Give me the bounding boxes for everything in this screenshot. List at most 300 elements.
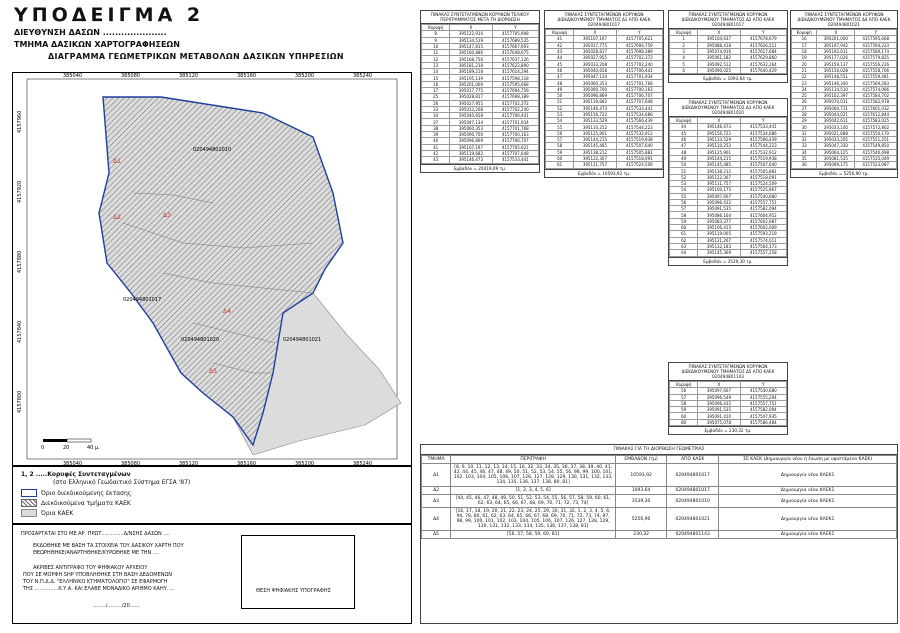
table-cell: 4157579,825	[855, 55, 897, 61]
column-header: ΑΠΟ ΚΑΕΚ	[667, 456, 719, 464]
table-cell: 4157505,881	[740, 168, 786, 174]
table-cell: 395160,886	[450, 50, 492, 56]
table-cell: 4157519,938	[616, 137, 662, 143]
table-cell: 395110,252	[574, 124, 616, 130]
table-cell: 4157705,621	[616, 36, 662, 42]
department-line: ΤΜΗΜΑ ΔΑΣΙΚΩΝ ΧΑΡΤΟΓΡΑΦΗΣΕΩΝ	[14, 40, 180, 49]
table-cell: 33	[422, 106, 450, 112]
table-cell: 34	[792, 149, 817, 155]
table-cell: 395156,028	[817, 67, 855, 73]
table-cell: 50	[546, 92, 574, 98]
scale-label: 20	[63, 445, 70, 451]
table-cell: 395125,901	[698, 149, 740, 155]
table-cell: 395122,910	[450, 31, 492, 37]
certification-box	[12, 524, 412, 624]
legend-vertices: 1, 2 .....Κορυφές Συντεταγμένων	[21, 471, 131, 478]
table-cell: 4157706,707	[616, 92, 662, 98]
kaek-label: 020494801020	[181, 337, 220, 343]
column-header: Κορυφή	[546, 30, 574, 36]
table-cell: 25	[792, 92, 817, 98]
hatch-swatch	[21, 499, 37, 507]
table-cell: 4157582,094	[740, 206, 786, 212]
table-cell: 395146,473	[698, 124, 740, 130]
table-cell: 4157601,032	[855, 105, 897, 111]
y-tick-label: 4157840	[17, 320, 23, 343]
x-tick-label: 385040	[63, 73, 83, 79]
table-cell: 24	[792, 86, 817, 92]
table-cell: 395125,901	[574, 130, 616, 136]
table-cell: 4157637,126	[492, 56, 538, 62]
table-cell: 395047,330	[817, 143, 855, 149]
table-cell: 395201,000	[450, 81, 492, 87]
table-cell: 51	[670, 168, 698, 174]
summary-cell: 020494801010	[667, 495, 719, 508]
table-cell: 395159,137	[817, 61, 855, 67]
table-cell: 35	[792, 155, 817, 161]
table-cell: 395138,212	[574, 149, 616, 155]
table-cell: 26	[422, 100, 450, 106]
table-cell: 18	[792, 48, 817, 54]
map-frame	[12, 72, 412, 466]
x-tick-label: 385160	[237, 73, 257, 79]
table-cell: 4157556,226	[855, 61, 897, 67]
table-cell: 395033,140	[817, 124, 855, 130]
table-cell: 61	[546, 162, 574, 168]
kaek-label: 020494801017	[123, 297, 162, 303]
column-header: X	[450, 25, 492, 31]
correction-summary-table	[420, 444, 898, 624]
table-cell: 4157569,283	[855, 80, 897, 86]
table-cell: 62	[670, 237, 698, 243]
table-cell: 4157702,240	[492, 106, 538, 112]
summary-cell: Δ2	[422, 487, 451, 495]
table-cell: 4157582,094	[740, 407, 786, 413]
table-cell: 4157524,509	[740, 180, 786, 186]
table-cell: 19	[792, 55, 817, 61]
table-title: ΠΙΝΑΚΑΣ ΣΥΝΤΕΤΑΓΜΕΝΩΝ ΚΟΡΥΦΩΝ ΔΙΕΚΔΙΚΟΥΜΕΝΟΥ ΤΜΗΜΑΤΟΣ Δ1 ΑΠΟ ΚΑΕΚ 020494801017	[545, 11, 663, 29]
stamp-line: ......../........./20......	[93, 603, 140, 609]
column-header: ΣΕ ΚΑΕΚ (Δημιουργία νέου ή ένωση με υφιστάμενο ΚΑΕΚ)	[719, 456, 897, 464]
table-cell: 395044,021	[817, 111, 855, 117]
stamp-line: ΠΡΟΣΑΡΤΑΤΑΙ ΣΤΟ ΜΕ ΑΡ. ΠΡΩΤ..............Δ/ΝΣΗΣ ΔΑΣΩΝ ....	[21, 531, 170, 537]
table-cell: 395042,611	[817, 118, 855, 124]
column-header: Κορυφή	[422, 25, 450, 31]
table-cell: 51	[546, 99, 574, 105]
stamp-line: ΕΚΔΟΘΗΚΕ ΜΕ ΒΑΣΗ ΤΑ ΣΤΟΙΧΕΙΑ ΤΟΥ ΔΑΣΙΚΟΥ ΧΑΡΤΗ ΠΟΥ	[33, 543, 184, 549]
table-cell: 395146,473	[450, 157, 492, 163]
table-cell: 16	[792, 36, 817, 42]
stamp-line: ΠΟΥ ΣΕ ΜΟΡΦΗ SHP ΥΠΟΒΛΗΘΗΚΕ ΣΤΗ ΒΑΣΗ ΔΕΔΟΜΕΝΩΝ	[23, 572, 173, 578]
table-cell: 4157648,675	[492, 50, 538, 56]
coords-table-d4	[790, 10, 898, 178]
table-cell: 27	[792, 105, 817, 111]
table-cell: 17	[792, 42, 817, 48]
table-cell: 53	[670, 180, 698, 186]
table-row	[422, 157, 539, 163]
table-cell: 395195,139	[450, 75, 492, 81]
table-cell: 395096,549	[698, 394, 740, 400]
table-cell: 4157550,170	[855, 130, 897, 136]
scale-label: 40 μ.	[87, 445, 100, 451]
table-cell: 47	[546, 74, 574, 80]
table-cell: 395122,307	[574, 155, 616, 161]
table-cell: 43	[422, 157, 450, 163]
parcel-label: Δ1	[113, 158, 121, 165]
table-cell: 49	[670, 155, 698, 161]
table-cell: 4157702,372	[492, 100, 538, 106]
table-cell: 395138,212	[698, 168, 740, 174]
table-cell: 28	[792, 111, 817, 117]
summary-cell: [16, 17, 18, 19, 20, 21, 22, 23, 24, 25, 29, 30, 31, 32, 1, 2, 3, 4, 5, 6, 94, 78, 80, 61, 62, 63, 64, 65, 66, 67, 68, 69, 70, 71, 72, 73, 74, 97, 98, 99, 100, 101, 102, 103, 104, 105, 106, 107, 126, 127, 128, 129, 130, 131, 132, 133, 134, 135, 136, 137, 138, 81]	[451, 508, 616, 531]
table-cell: 58	[546, 143, 574, 149]
table-cell: 4157598,118	[492, 75, 538, 81]
x-tick-label: 385200	[295, 461, 315, 465]
table-cell: 395028,817	[450, 94, 492, 100]
table-cell: 44	[546, 55, 574, 61]
table-cell: 38	[422, 125, 450, 131]
column-header: X	[817, 30, 855, 36]
table-cell: 59	[670, 218, 698, 224]
table-cell: 15	[422, 75, 450, 81]
directorate-line: ΔΙΕΥΘΥΝΣΗ ΔΑΣΩΝ .....................	[14, 28, 167, 37]
summary-row	[422, 495, 897, 508]
table-cell: 4157602,009	[740, 225, 786, 231]
legend-label: Διεκδικούμενα τμήματα ΚΑΕΚ	[41, 499, 131, 507]
column-header: Κορυφή	[792, 30, 817, 36]
column-header: X	[698, 30, 740, 36]
summary-cell: [8, 9, 10, 11, 12, 13, 14, 15, 16, 32, 33, 34, 35, 36, 37, 38, 39, 40, 41, 42, 44, 45, 46, 47, 48, 49, 50, 51, 52, 53, 54, 55, 56, 98, 99, 100, 101, 102, 103, 104, 105, 106, 107, 126, 127, 128, 129, 130, 131, 132, 133, 134, 135, 136, 137, 138, 80, 81]	[451, 464, 616, 487]
coords-table-d1	[544, 10, 664, 178]
table-cell: 45	[546, 61, 574, 67]
table-title: ΠΙΝΑΚΑΣ ΣΥΝΤΕΤΑΓΜΕΝΩΝ ΚΟΡΥΦΩΝ ΔΙΕΚΔΙΚΟΥΜΕΝΟΥ ΤΜΗΜΑΤΟΣ Δ3 ΑΠΟ ΚΑΕΚ 020494801010	[669, 99, 787, 117]
table-cell: 49	[546, 86, 574, 92]
summary-cell: Δ1	[422, 464, 451, 487]
table-cell: 395106,413	[698, 225, 740, 231]
summary-cell: Δημιουργία νέου ΚΑΕΚ1	[719, 487, 897, 495]
table-cell: 395096,869	[574, 92, 616, 98]
table-cell: 395110,252	[698, 143, 740, 149]
table-cell: 395132,183	[698, 243, 740, 249]
table-cell: 395060,711	[817, 105, 855, 111]
table-cell: 395107,197	[574, 36, 616, 42]
table-cell: 4157701,768	[492, 125, 538, 131]
table-cell: 4157557,751	[740, 199, 786, 205]
table-cell: 64	[670, 250, 698, 256]
area-total: Εμβαδόν = 230,32 τμ.	[669, 426, 787, 434]
table-cell: 395096,432	[698, 199, 740, 205]
table-cell: 395146,340	[817, 80, 855, 86]
table-cell: 4157594,223	[855, 42, 897, 48]
table-cell: 395144,215	[574, 137, 616, 143]
area-total: Εμβαδόν = 5256,90 τμ.	[791, 169, 897, 177]
table-cell: 395091,535	[698, 206, 740, 212]
table-cell: 4157701,768	[616, 80, 662, 86]
table-row	[670, 250, 787, 256]
table-cell: 395146,473	[574, 105, 616, 111]
table-cell: 395148,551	[817, 74, 855, 80]
table-cell: 37	[422, 119, 450, 125]
table-cell: 4157557,258	[740, 250, 786, 256]
kaek-label: 020494801021	[283, 337, 322, 343]
area-total: Εμβαδόν = 1093,64 τμ.	[669, 74, 787, 82]
summary-cell: Δημιουργία νέου ΚΑΕΚ1	[719, 495, 897, 508]
column-header: Y	[740, 382, 786, 388]
table-cell: 57	[670, 206, 698, 212]
y-tick-label: 4157960	[17, 110, 23, 133]
table-cell: 395097,607	[698, 193, 740, 199]
table-cell: 395107,197	[450, 144, 492, 150]
table-cell: 395075,078	[698, 419, 740, 425]
summary-header-row	[422, 456, 897, 464]
kaek-swatch	[21, 509, 37, 517]
column-header: ΤΜΗΜΑ	[422, 456, 451, 464]
table-cell: 4157706,441	[492, 113, 538, 119]
column-header: X	[698, 118, 740, 124]
document-title: ΥΠΟΔΕΙΓΜΑ 2	[14, 4, 205, 26]
table-cell: 55	[670, 193, 698, 199]
table-cell: 4157626,511	[740, 42, 786, 48]
table-cell: 395181,218	[450, 62, 492, 68]
table-cell: 395121,267	[698, 237, 740, 243]
table-cell: 2	[670, 42, 698, 48]
table-cell: 44	[670, 124, 698, 130]
table-cell: 52	[670, 174, 698, 180]
table-cell: 395144,215	[698, 155, 740, 161]
table-cell: 4157524,509	[616, 162, 662, 168]
table-cell: 395114,510	[817, 86, 855, 92]
table-cell: 4157544,223	[740, 143, 786, 149]
table-cell: 395017,775	[450, 87, 492, 93]
table-row	[792, 162, 897, 168]
table-cell: 395040,658	[574, 67, 616, 73]
summary-row	[422, 531, 897, 539]
stamp-line: ΑΚΡΙΒΕΣ ΑΝΤΙΓΡΑΦΟ ΤΟΥ ΨΗΦΙΑΚΟΥ ΑΡΧΕΙΟΥ	[33, 565, 148, 571]
table-cell: 56	[670, 199, 698, 205]
table-cell: 6	[670, 67, 698, 73]
table-cell: 395133,529	[574, 118, 616, 124]
table-cell: 60	[546, 155, 574, 161]
table-cell: 4157566,439	[616, 118, 662, 124]
table-cell: 13	[422, 62, 450, 68]
table-cell: 395081,535	[817, 155, 855, 161]
table-cell: 4157702,372	[616, 55, 662, 61]
table-cell: 4157505,881	[616, 149, 662, 155]
table-cell: 395088,418	[698, 42, 740, 48]
table-cell: 4157533,441	[616, 105, 662, 111]
table-cell: 4157532,912	[616, 130, 662, 136]
table-cell: 57	[546, 137, 574, 143]
table-cell: 23	[792, 80, 817, 86]
table-cell: 4157518,091	[740, 174, 786, 180]
table-cell: 395111,757	[574, 162, 616, 168]
summary-cell: 020494801143	[667, 531, 719, 539]
table-cell: 4157540,680	[740, 388, 786, 394]
map-legend	[12, 466, 412, 524]
table-cell: 395096,432	[698, 400, 740, 406]
area-total: Εμβαδόν = 20419,09 τμ.	[421, 164, 539, 172]
table-cell: 395047,134	[574, 74, 616, 80]
kaek-label: 020494801010	[193, 147, 232, 153]
table-cell: 4157614,294	[492, 69, 538, 75]
table-cell: 395083,377	[698, 218, 740, 224]
table-cell: 80	[670, 419, 698, 425]
table-cell: 395177,026	[817, 55, 855, 61]
legend-item-boundary	[21, 489, 131, 497]
x-tick-label: 385080	[121, 461, 141, 465]
table-cell: 4157595,668	[855, 36, 897, 42]
table-cell: 8	[422, 31, 450, 37]
summary-cell: 5256,90	[616, 508, 667, 531]
column-header: Y	[492, 25, 538, 31]
table-cell: 4157632,264	[740, 61, 786, 67]
summary-cell: [1, 2, 3, 4, 5, 6]	[451, 487, 616, 495]
x-tick-label: 385240	[353, 73, 373, 79]
summary-cell: 3539,30	[616, 495, 667, 508]
table-cell: 395090,700	[574, 86, 616, 92]
table-cell: 41	[422, 144, 450, 150]
table-cell: 4157532,912	[740, 149, 786, 155]
table-cell: 56	[546, 130, 574, 136]
x-tick-label: 385120	[179, 73, 199, 79]
table-cell: 4157525,967	[740, 187, 786, 193]
y-tick-label: 4157800	[17, 390, 23, 413]
table-cell: 395133,529	[698, 136, 740, 142]
summary-row	[422, 487, 897, 495]
column-header: Κορυφή	[670, 30, 698, 36]
table-cell: 395156,722	[574, 111, 616, 117]
table-title: ΠΙΝΑΚΑΣ ΣΥΝΤΕΤΑΓΜΕΝΩΝ ΚΟΡΥΦΩΝ ΔΙΕΚΔΙΚΟΥΜΕΝΟΥ ΤΜΗΜΑΤΟΣ Δ4 ΑΠΟ ΚΑΕΚ 020494801021	[791, 11, 897, 29]
table-cell: 47	[670, 143, 698, 149]
summary-row	[422, 464, 897, 487]
table-cell: 395070,011	[817, 99, 855, 105]
table-cell: 59	[670, 407, 698, 413]
table-cell: 4157698,389	[616, 48, 662, 54]
summary-cell: [44, 45, 46, 47, 48, 49, 50, 51, 52, 53, 54, 55, 56, 57, 58, 59, 60, 61, 62, 63, 64, 65, 66, 67, 68, 69, 70, 71, 72, 73, 74]	[451, 495, 616, 508]
table-cell: 4157586,484	[740, 419, 786, 425]
table-cell: 395033,208	[450, 106, 492, 112]
coords-table-final	[420, 10, 540, 173]
summary-cell: 230,32	[616, 531, 667, 539]
table-title: ΠΙΝΑΚΑΣ ΣΥΝΤΕΤΑΓΜΕΝΩΝ ΚΟΡΥΦΩΝ ΔΙΕΚΔΙΚΟΥΜΕΝΟΥ ΤΜΗΜΑΤΟΣ Δ2 ΑΠΟ ΚΑΕΚ 020494801017	[669, 11, 787, 29]
table-cell: 395097,607	[698, 388, 740, 394]
scale-bar	[41, 439, 100, 451]
table-cell: 21	[792, 67, 817, 73]
table-cell: 33	[792, 143, 817, 149]
column-header: Y	[740, 118, 786, 124]
table-cell: 46	[546, 67, 574, 73]
table-cell: 395100,175	[698, 187, 740, 193]
table-cell: 395104,637	[698, 36, 740, 42]
table-row	[670, 67, 787, 73]
table-cell: 395192,011	[817, 48, 855, 54]
table-cell: 395102,397	[817, 92, 855, 98]
table-cell: 54	[546, 118, 574, 124]
legend-item-kaek	[21, 509, 73, 517]
table-cell: 4157551,251	[855, 137, 897, 143]
table-cell: 4157694,759	[492, 87, 538, 93]
table-cell: 34	[422, 113, 450, 119]
table-cell: 395201,000	[817, 36, 855, 42]
table-cell: 4157559,481	[855, 74, 897, 80]
table-cell: 395021,688	[817, 130, 855, 136]
table-cell: 25	[422, 94, 450, 100]
table-cell: 4157547,935	[740, 413, 786, 419]
table-cell: 22	[792, 74, 817, 80]
table-cell: 4157533,441	[740, 124, 786, 130]
table-row	[670, 419, 787, 425]
table-cell: 4157694,759	[616, 42, 662, 48]
table-cell: 26	[792, 99, 817, 105]
summary-cell: 020494801017	[667, 464, 719, 487]
stamp-line: ΘΕΩΡΗΘΗΚΕ/ΑΝΑΡΤΗΘΗΚΕ/ΚΥΡΩΘΗΚΕ ΜΕ ΤΗΝ ....	[33, 550, 160, 556]
table-cell: 4157549,850	[855, 143, 897, 149]
table-cell: 4157519,938	[740, 155, 786, 161]
summary-cell: 10593,92	[616, 464, 667, 487]
table-cell: 4157689,535	[492, 37, 538, 43]
table-cell: 4157604,952	[740, 212, 786, 218]
table-cell: 4157533,441	[492, 157, 538, 163]
table-cell: 3	[670, 48, 698, 54]
summary-cell: Δημιουργία νέου ΚΑΕΚ1	[719, 531, 897, 539]
coords-table-d5	[668, 362, 788, 435]
table-cell: 58	[670, 212, 698, 218]
table-cell: 395091,410	[698, 413, 740, 419]
table-cell: 52	[546, 105, 574, 111]
table-cell: 4157617,684	[740, 48, 786, 54]
table-cell: 4157701,934	[492, 119, 538, 125]
table-cell: 395099,175	[817, 162, 855, 168]
table-cell: 395096,869	[450, 138, 492, 144]
column-header: ΕΜΒΑΔΟΝ (τμ)	[616, 456, 667, 464]
table-cell: 4157564,173	[740, 243, 786, 249]
summary-cell: Δημιουργία νέου ΚΑΕΚ1	[719, 464, 897, 487]
table-cell: 395090,700	[450, 132, 492, 138]
table-cell: 12	[422, 56, 450, 62]
table-cell: 395145,485	[698, 162, 740, 168]
summary-cell: [56, 57, 58, 59, 60, 81]	[451, 531, 616, 539]
x-tick-label: 385200	[295, 73, 315, 79]
table-cell: 4157558,706	[855, 67, 897, 73]
summary-cell: Δημιουργία νέου ΚΑΕΚ1	[719, 508, 897, 531]
summary-cell: Δ4	[422, 508, 451, 531]
table-cell: 4157540,698	[855, 149, 897, 155]
table-cell: 395064,125	[817, 149, 855, 155]
table-cell: 30	[792, 124, 817, 130]
table-cell: 11	[422, 50, 450, 56]
column-header: Y	[616, 30, 662, 36]
summary-cell: Δ5	[422, 531, 451, 539]
parcel-label: Δ2	[113, 214, 121, 221]
summary-title: ΠΙΝΑΚΑΣ ΓΙΑ ΤΗ ΔΙΟΡΘΩΣΗ ΓΕΩΜΕΤΡΙΑΣ	[421, 445, 897, 455]
summary-cell: 1093,64	[616, 487, 667, 495]
table-cell: 4157629,860	[740, 55, 786, 61]
table-cell: 395017,775	[574, 42, 616, 48]
table-cell: 36	[792, 162, 817, 168]
table-cell: 4157622,890	[492, 62, 538, 68]
table-cell: 395027,955	[450, 100, 492, 106]
legend-label: Όρια ΚΑΕΚ	[41, 509, 74, 517]
parcel-label: Δ3	[163, 212, 171, 219]
table-cell: 395060,353	[450, 125, 492, 131]
map-title: ΔΙΑΓΡΑΜΜΑ ΓΕΩΜΕΤΡΙΚΩΝ ΜΕΤΑΒΟΛΩΝ ΔΑΣΙΚΩΝ ΥΠΗΡΕΣΙΩΝ	[48, 52, 344, 61]
column-header: Κορυφή	[670, 118, 698, 124]
table-cell: 4157572,802	[855, 124, 897, 130]
table-cell: 48	[670, 149, 698, 155]
table-cell: 395145,485	[574, 143, 616, 149]
table-cell: 4157535,049	[855, 155, 897, 161]
table-title: ΠΙΝΑΚΑΣ ΣΥΝΤΕΤΑΓΜΕΝΩΝ ΚΟΡΥΦΩΝ ΤΕΛΙΚΟΥ ΠΕΡΙΓΡΑΜΜΑΤΟΣ ΜΕΤΑ ΤΗ ΔΙΟΡΘΩΣΗ	[421, 11, 539, 24]
table-cell: 4157507,640	[740, 162, 786, 168]
